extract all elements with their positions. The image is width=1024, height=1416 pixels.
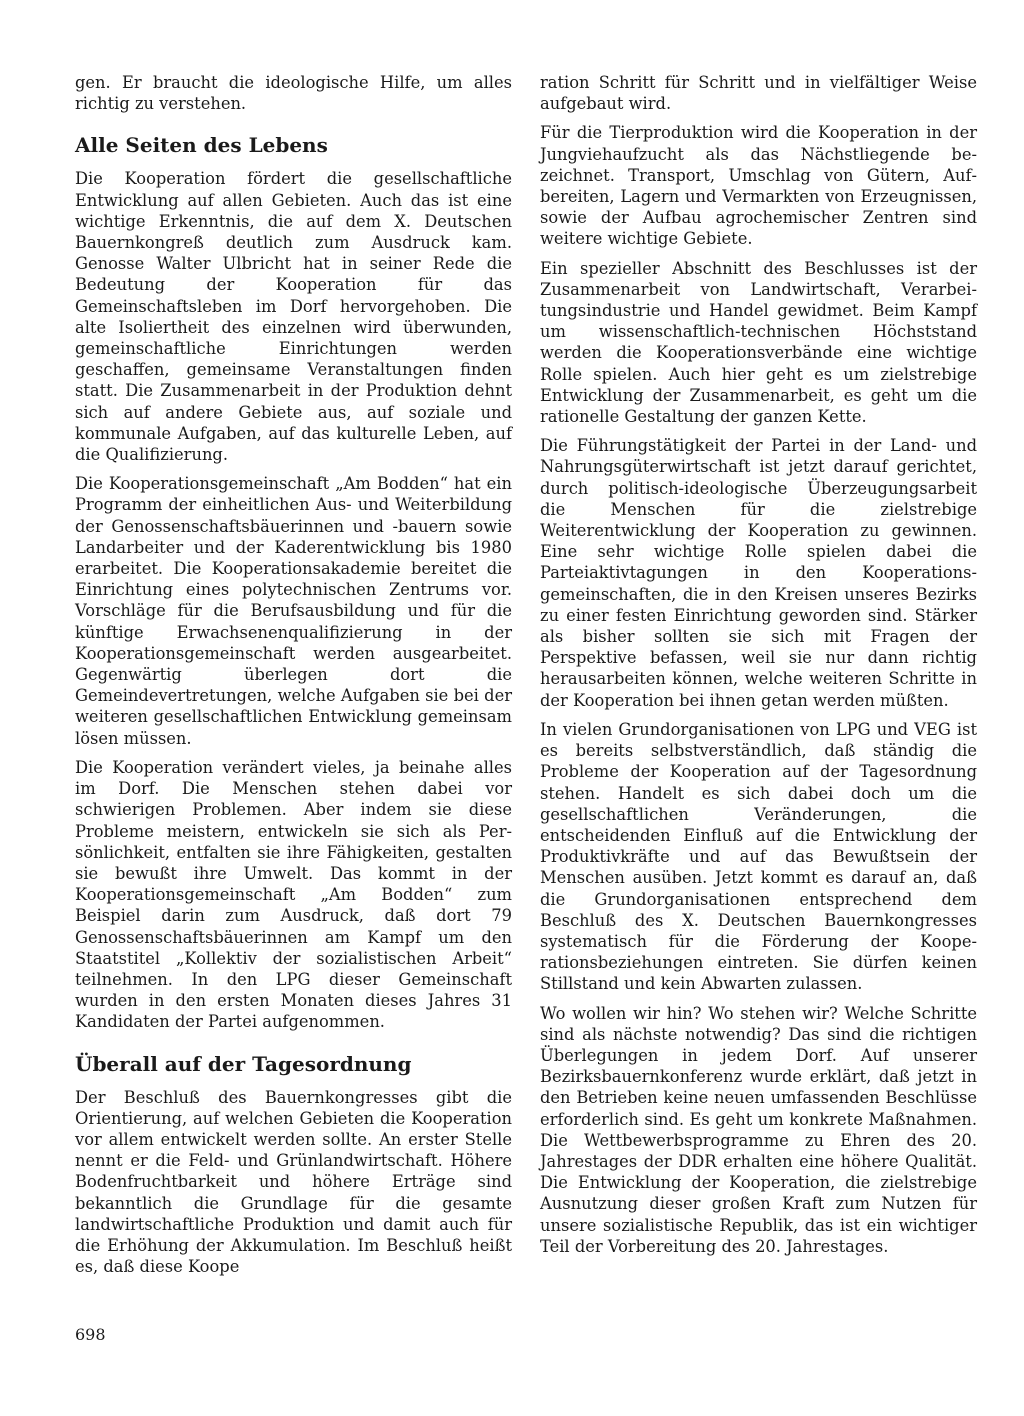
paragraph: Die Kooperation fördert die gesellschaftliche Entwicklung auf allen Gebieten. Auch das ist eine wichtige Erkenntnis, die auf dem X. Deutschen Bauernkongreß deutlich zum Ausdruck kam. Genosse Walter Ulbricht hat in seiner Rede die Bedeutung der Kooperation für das Gemeinschaftsleben im Dorf hervorgehoben. Die alte Isoliertheit des einzelnen wird überwunden, gemeinschaftliche Einrichtungen werden geschaffen, gemeinsame Veranstaltungen finden statt. Die Zusammenarbeit in der Produktion dehnt sich auf andere Gebiete aus, auf soziale und kommunale Aufgaben, auf das kulturelle Leben, auf die Qualifizierung. — [75, 169, 512, 465]
left-column — [75, 72, 512, 1285]
section-heading-ueberall: Überall auf der Tagesordnung — [75, 1051, 412, 1076]
paragraph: Wo wollen wir hin? Wo stehen wir? Welche Schritte sind als nächste notwendig? Das sind die richtigen Überlegungen in jedem Dorf. Auf unserer Bezirksbauernkonferenz wurde erklärt, daß jetzt in den Betrieben keine neuen umfassenden Beschlüsse erforderlich sind. Es geht um konkrete Maßnahmen. Die Wettbewerbsprogramme zu Ehren des 20. Jahrestages der DDR erhalten eine höhere Qualität. Die Entwicklung der Kooperation, die zielstrebige Ausnutzung dieser großen Kraft zum Nutzen für unsere sozialistische Republik, das ist ein wichtiger Teil der Vorbereitung des 20. Jahrestages. — [540, 1003, 977, 1256]
paragraph: Der Beschluß des Bauernkongresses gibt die Orientierung, auf welchen Gebieten die Kooperation vor allem entwickelt werden sollte. An erster Stelle nennt er die Feld- und Grünlandwirtschaft. Höhere Bodenfruchtbarkeit und höhere Erträge sind bekanntlich die Grundlage für die gesamte landwirtschaftliche Produktion und damit auch für die Erhöhung der Akkumulation. Im Beschluß heißt es, daß diese Koope — [75, 1087, 512, 1277]
section-heading-alle-seiten: Alle Seiten des Lebens — [75, 133, 328, 158]
paragraph-continuation: ration Schritt für Schritt und in vielfältiger Weise aufgebaut wird. — [540, 73, 977, 114]
paragraph: Die Führungstätigkeit der Partei in der Land- und Nahrungsgüterwirtschaft ist jetzt darauf gerichtet, durch politisch-ideologische Überzeugungsarbeit die Menschen für die zielstrebige Weiterentwicklung der Kooperation zu gewinnen. Eine sehr wichtige Rolle spielen dabei die Parteiaktivtagungen in den Kooperationsgemeinschaften, die in den Kreisen unseres Bezirks zu einer festen Einrichtung geworden sind. Stärker als bisher sollten sie sich mit Fragen der Perspektive befassen, weil sie nur dann richtig herausarbeiten können, welche weiteren Schritte in der Kooperation bei ihnen getan werden müßten. — [540, 436, 977, 710]
paragraph: Für die Tierproduktion wird die Kooperation in der Jungviehaufzucht als das Nächstliegende bezeichnet. Transport, Umschlag von Gütern, Aufbereiten, Lagern und Vermarkten von Erzeugnissen, sowie der Aufbau agrochemischer Zentren sind weitere wichtige Gebiete. — [540, 123, 977, 249]
paragraph: Die Kooperation verändert vieles, ja beinahe alles im Dorf. Die Menschen stehen dabei vor schwierigen Problemen. Aber indem sie diese Probleme meistern, entwickeln sie sich als Persönlichkeit, entfalten sie ihre Fähigkeiten, gestalten sie bewußt ihre Umwelt. Das kommt in der Kooperationsgemeinschaft „Am Bodden“ zum Beispiel darin zum Ausdruck, daß dort 79 Genossenschaftsbäuerinnen am Kampf um den Staatstitel „Kollektiv der sozialistischen Arbeit“ teilnehmen. In den LPG dieser Gemeinschaft wurden in den ersten Monaten dieses Jahres 31 Kandidaten der Partei aufgenommen. — [75, 757, 512, 1032]
paragraph: In vielen Grundorganisationen von LPG und VEG ist es bereits selbstverständlich, daß ständig die Probleme der Kooperation auf der Tagesordnung stehen. Handelt es sich dabei doch um die gesellschaftlichen Veränderungen, die entscheidenden Einfluß auf die Entwicklung der Produktivkräfte und auf das Bewußtsein der Menschen ausüben. Jetzt kommt es darauf an, daß die Grundorganisationen entsprechend dem Beschluß des X. Deutschen Bauernkongresses systematisch für die Förderung der Kooperationsbeziehungen eintreten. Sie dürfen keinen Stillstand und kein Abwarten zulassen. — [540, 719, 977, 994]
page-number: 698 — [75, 1325, 106, 1344]
paragraph-continuation: gen. Er braucht die ideologische Hilfe, um alles richtig zu verstehen. — [75, 73, 512, 114]
paragraph: Ein spezieller Abschnitt des Beschlusses ist der Zusammenarbeit von Landwirtschaft, Verarbeitungsindustrie und Handel gewidmet. Beim Kampf um wissenschaftlich-technischen Höchststand werden die Kooperationsverbände eine wichtige Rolle spielen. Auch hier geht es um zielstrebige Entwicklung der Zusammenarbeit, es geht um die rationelle Gestaltung der ganzen Kette. — [540, 258, 977, 427]
paragraph: Die Kooperationsgemeinschaft „Am Bodden“ hat ein Programm der einheitlichen Aus- und Weiterbildung der Genossenschaftsbäuerinnen und -bauern sowie Landarbeiter und der Kaderentwicklung bis 1980 erarbeitet. Die Kooperationsakademie bereitet die Einrichtung eines polytechnischen Zentrums vor. Vorschläge für die Berufsausbildung und für die künftige Erwachsenenqualifizierung in der Kooperationsgemeinschaft werden ausgearbeitet. Gegenwärtig überlegen dort die Gemeindevertretungen, welche Aufgaben sie bei der weiteren gesellschaftlichen Entwicklung gemeinsam lösen müssen. — [75, 474, 512, 748]
right-column — [540, 72, 977, 1265]
